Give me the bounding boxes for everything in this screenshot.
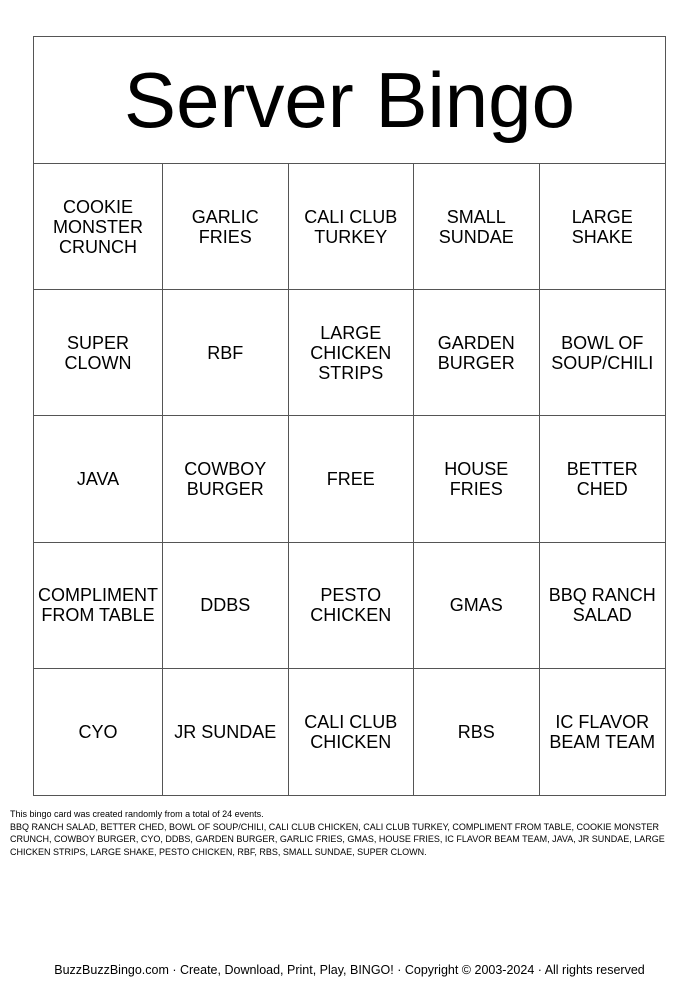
card-title: Server Bingo [34,37,665,164]
bingo-cell: PESTO CHICKEN [289,543,415,669]
bingo-grid [34,164,665,795]
bingo-cell: GMAS [414,543,540,669]
note-intro: This bingo card was created randomly from a total of 24 events. [10,809,264,819]
bingo-cell: GARDEN BURGER [414,290,540,416]
bingo-cell: BBQ RANCH SALAD [540,543,666,669]
bingo-cell: BETTER CHED [540,416,666,542]
footer-text: BuzzBuzzBingo.com · Create, Download, Print, Play, BINGO! · Copyright © 2003-2024 · All rights reserved [54,963,645,977]
bingo-cell: LARGE SHAKE [540,164,666,290]
bingo-cell-free: FREE [289,416,415,542]
bingo-card [33,36,666,796]
bingo-cell: JAVA [34,416,163,542]
bingo-cell: COWBOY BURGER [163,416,288,542]
bingo-cell: JR SUNDAE [163,669,288,795]
note-event-list: BBQ RANCH SALAD, BETTER CHED, BOWL OF SOUP/CHILI, CALI CLUB CHICKEN, CALI CLUB TURKEY, COMPLIMENT FROM TABLE, COOKIE MONSTER CRUNCH, COWBOY BURGER, CYO, DDBS, GARDEN BURGER, GARLIC FRIES, GMAS, HOUSE FRIES, IC FLAVOR BEAM TEAM, JAVA, JR SUNDAE, LARGE CHICKEN STRIPS, LARGE SHAKE, PESTO CHICKEN, RBF, RBS, SMALL SUNDAE, SUPER CLOWN. [10,821,665,857]
bingo-cell: HOUSE FRIES [414,416,540,542]
event-list-note [10,808,670,858]
bingo-cell: RBS [414,669,540,795]
bingo-cell: COMPLIMENT FROM TABLE [34,543,163,669]
bingo-cell: IC FLAVOR BEAM TEAM [549,711,656,752]
bingo-cell: DDBS [163,543,288,669]
bingo-cell: COOKIE MONSTER CRUNCH [34,164,163,290]
bingo-cell: GARLIC FRIES [163,164,288,290]
bingo-cell: CYO [34,669,163,795]
bingo-cell: BOWL OF SOUP/CHILI [540,290,666,416]
bingo-cell: CALI CLUB CHICKEN [289,669,415,795]
bingo-cell: SMALL SUNDAE [414,164,540,290]
bingo-cell: LARGE CHICKEN STRIPS [289,290,415,416]
bingo-cell: SUPER CLOWN [34,290,163,416]
bingo-cell: CALI CLUB TURKEY [289,164,415,290]
bingo-cell: RBF [163,290,288,416]
